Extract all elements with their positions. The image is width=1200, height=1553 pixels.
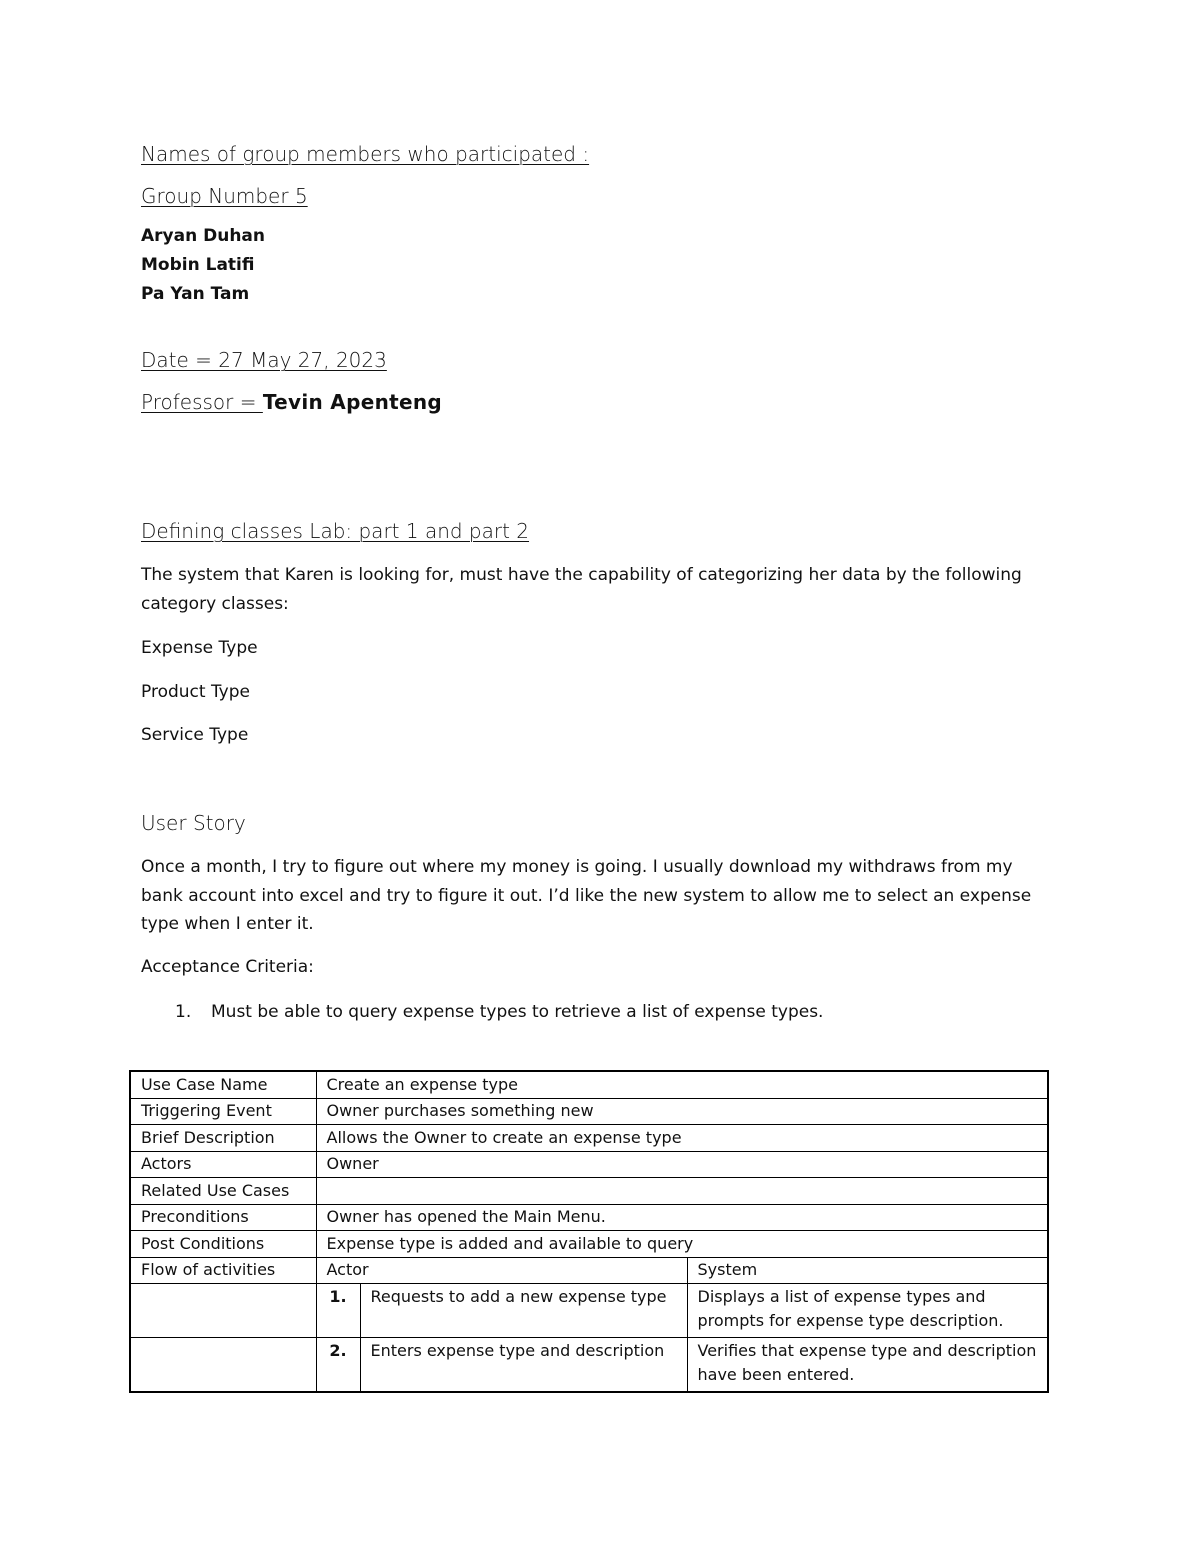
category-item: Expense Type [141, 638, 258, 658]
step-number: 1. [316, 1284, 360, 1338]
row-label: Post Conditions [130, 1231, 316, 1258]
row-value [316, 1178, 1048, 1205]
table-row [130, 1071, 1048, 1098]
table-row [130, 1151, 1048, 1178]
row-value: Allows the Owner to create an expense type [316, 1125, 1048, 1152]
table-row [130, 1284, 1048, 1338]
table-row [130, 1178, 1048, 1205]
table-row [130, 1098, 1048, 1125]
row-label: Related Use Cases [130, 1178, 316, 1205]
criteria-number: 1. [175, 1002, 192, 1022]
table-row [130, 1231, 1048, 1258]
row-label: Brief Description [130, 1125, 316, 1152]
category-item: Service Type [141, 725, 249, 745]
member-name: Pa Yan Tam [141, 284, 250, 304]
flow-label: Flow of activities [130, 1257, 316, 1284]
step-actor: Enters expense type and description [360, 1338, 687, 1393]
row-value: Create an expense type [316, 1071, 1048, 1098]
criteria-text: Must be able to query expense types to retrieve a list of expense types. [211, 1002, 824, 1022]
member-name: Mobin Latifi [141, 255, 255, 275]
section-title: Defining classes Lab: part 1 and part 2 [141, 519, 530, 543]
professor-line [141, 390, 442, 414]
empty-cell [130, 1284, 316, 1338]
row-value: Owner purchases something new [316, 1098, 1048, 1125]
table-row [130, 1338, 1048, 1393]
row-value: Owner has opened the Main Menu. [316, 1204, 1048, 1231]
step-system: Verifies that expense type and description have been entered. [687, 1338, 1048, 1393]
professor-label: Professor = [141, 390, 263, 414]
section-intro: The system that Karen is looking for, must have the capability of categorizing her data by the following category classes: [141, 565, 1022, 614]
table-row [130, 1204, 1048, 1231]
empty-cell [130, 1338, 316, 1393]
date-line: Date = 27 May 27, 2023 [141, 348, 387, 372]
table-row [130, 1257, 1048, 1284]
user-story-text: Once a month, I try to figure out where my money is going. I usually download my withdraws from my bank account into excel and try to figure it out. I’d like the new system to allow me to select an expense type when I enter it. [141, 857, 1032, 934]
actor-header: Actor [316, 1257, 687, 1284]
row-value: Owner [316, 1151, 1048, 1178]
acceptance-label: Acceptance Criteria: [141, 957, 314, 977]
step-number: 2. [316, 1338, 360, 1393]
names-heading: Names of group members who participated : [141, 142, 590, 166]
row-value: Expense type is added and available to query [316, 1231, 1048, 1258]
step-actor: Requests to add a new expense type [360, 1284, 687, 1338]
member-name: Aryan Duhan [141, 226, 266, 246]
row-label: Actors [130, 1151, 316, 1178]
system-header: System [687, 1257, 1048, 1284]
group-number: Group Number 5 [141, 184, 308, 208]
row-label: Preconditions [130, 1204, 316, 1231]
use-case-table [129, 1070, 1049, 1393]
user-story-title: User Story [141, 811, 246, 835]
professor-name: Tevin Apenteng [262, 390, 442, 414]
row-label: Triggering Event [130, 1098, 316, 1125]
row-label: Use Case Name [130, 1071, 316, 1098]
step-system: Displays a list of expense types and prompts for expense type description. [687, 1284, 1048, 1338]
table-row [130, 1125, 1048, 1152]
category-item: Product Type [141, 682, 250, 702]
